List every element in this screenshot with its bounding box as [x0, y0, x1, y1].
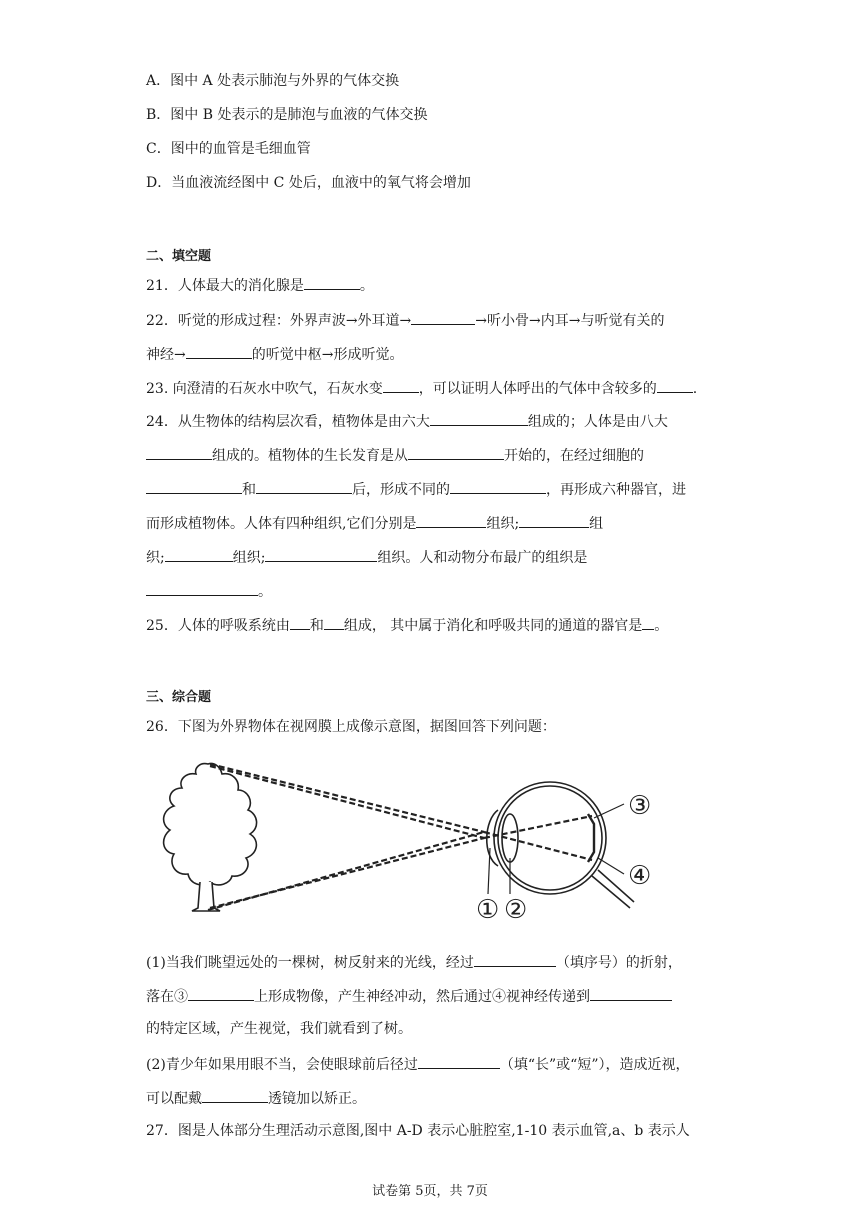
question-22-line-2	[146, 343, 403, 365]
option-b-text: B．图中 B 处表示的是肺泡与血液的气体交换	[146, 107, 428, 123]
eye-imaging-diagram	[148, 758, 668, 928]
answer-blank	[304, 274, 360, 290]
page-number-text: 试卷第 5页，共 7页	[372, 1184, 488, 1199]
label-3: ③	[628, 791, 652, 821]
answer-blank	[590, 985, 672, 1001]
answer-blank	[657, 377, 693, 393]
q24-text-10: 组	[589, 516, 604, 532]
question-26-part-1-line-3	[146, 1019, 412, 1039]
question-26-part-2-line-2	[146, 1087, 366, 1109]
label-2: ②	[504, 895, 528, 925]
q23-text-3: .	[692, 381, 698, 397]
section-fill-text: 二、填空题	[146, 249, 212, 264]
q26-stem-text: 26．下图为外界物体在视网膜上成像示意图，据图回答下列问题：	[146, 719, 556, 735]
answer-blank	[519, 512, 589, 528]
q25-text-4: 。	[654, 618, 669, 634]
q23-text-2: ，可以证明人体呼出的气体中含较多的	[418, 381, 657, 397]
option-d-text: D．当血液流经图中 C 处后，血液中的氧气将会增加	[146, 175, 471, 191]
answer-blank	[418, 1053, 500, 1069]
q24-text-7: ，再形成六种器官，进	[546, 482, 686, 498]
answer-blank	[256, 478, 352, 494]
q21-text: 21．人体最大的消化腺是	[146, 278, 304, 294]
question-24-line-3	[146, 478, 686, 500]
q26-text-2: （填序号）的折射，	[555, 955, 682, 971]
q24-text-1: 24．从生物体的结构层次看，植物体是由六大	[146, 414, 430, 430]
q27-stem-text: 27．图是人体部分生理活动示意图,图中 A-D 表示心脏腔室,1-10 表示血管,a、b 表示人	[146, 1123, 690, 1139]
section-heading-comprehensive	[146, 688, 211, 708]
option-c	[146, 139, 311, 159]
question-24-line-4	[146, 512, 603, 534]
q24-text-6: 后，形成不同的	[352, 482, 450, 498]
q24-text-8: 而形成植物体。人体有四种组织,它们分别是	[146, 516, 417, 532]
option-c-text: C．图中的血管是毛细血管	[146, 141, 311, 157]
q26-text-5: 的特定区域，产生视觉，我们就看到了树。	[146, 1021, 412, 1037]
q26-text-7: （填“长”或“短”），造成近视，	[499, 1057, 690, 1073]
answer-blank	[290, 614, 310, 630]
q24-text-4: 开始的，在经过细胞的	[504, 448, 644, 464]
answer-blank	[265, 546, 377, 562]
q24-text-9: 组织;	[486, 516, 520, 532]
q25-text-3: 组成， 其中属于消化和呼吸共同的通道的器官是	[343, 618, 643, 634]
q22-text-1: 22．听觉的形成过程：外界声波→外耳道→	[146, 313, 412, 329]
q22-text-2: →听小骨→内耳→与听觉有关的	[475, 313, 665, 329]
question-24-line-1	[146, 410, 668, 432]
question-26-stem	[146, 717, 556, 737]
option-a	[146, 71, 399, 91]
answer-blank	[146, 580, 258, 596]
answer-blank	[146, 444, 212, 460]
answer-blank	[430, 410, 528, 426]
answer-blank	[165, 546, 233, 562]
answer-blank	[146, 478, 242, 494]
question-26-part-1-line-1	[146, 951, 682, 973]
page-footer	[0, 1180, 860, 1199]
eyeball	[487, 782, 634, 908]
question-27-stem	[146, 1121, 690, 1141]
question-25	[146, 614, 668, 636]
section-comprehensive-text: 三、综合题	[146, 690, 212, 705]
answer-blank	[383, 377, 419, 393]
q24-text-11: 织;	[146, 550, 165, 566]
option-b	[146, 105, 427, 125]
q24-text-14: 。	[258, 584, 272, 600]
answer-blank	[202, 1087, 268, 1103]
q22-text-3: 神经→	[146, 347, 186, 363]
question-24-line-2	[146, 444, 644, 466]
q26-text-9: 透镜加以矫正。	[268, 1091, 366, 1107]
q24-text-5: 和	[242, 482, 256, 498]
option-d	[146, 173, 471, 193]
q25-text-1: 25．人体的呼吸系统由	[146, 618, 290, 634]
answer-blank	[411, 309, 475, 325]
option-a-text: A．图中 A 处表示肺泡与外界的气体交换	[146, 73, 400, 89]
question-23	[146, 377, 697, 399]
question-22-line-1	[146, 309, 664, 331]
answer-blank	[416, 512, 486, 528]
q23-text-1: 23. 向澄清的石灰水中吹气，石灰水变	[146, 381, 383, 397]
question-24-line-5	[146, 546, 587, 568]
question-21	[146, 274, 374, 296]
q26-text-1: (1)当我们眺望远处的一棵树，树反射来的光线，经过	[146, 955, 474, 971]
q24-text-13: 组织。人和动物分布最广的组织是	[377, 550, 588, 566]
answer-blank	[450, 478, 546, 494]
answer-blank	[474, 951, 556, 967]
q26-text-8: 可以配戴	[146, 1091, 202, 1107]
question-26-part-1-line-2	[146, 985, 672, 1007]
leader-lines	[488, 804, 624, 894]
section-heading-fill	[146, 247, 211, 267]
answer-blank	[186, 343, 252, 359]
q26-text-4: 上形成物像，产生神经冲动，然后通过④视神经传递到	[254, 989, 590, 1005]
question-24-line-6	[146, 580, 272, 602]
answer-blank	[408, 444, 504, 460]
q25-text-2: 和	[309, 618, 324, 634]
tree-crown	[164, 763, 257, 884]
answer-blank	[324, 614, 344, 630]
q24-text-3: 组成的。植物体的生长发育是从	[212, 448, 408, 464]
answer-blank	[642, 614, 654, 630]
q24-text-2: 组成的；人体是由八大	[527, 414, 668, 430]
question-26-part-2-line-1	[146, 1053, 689, 1075]
label-1: ①	[476, 895, 500, 925]
answer-blank	[188, 985, 254, 1001]
q26-text-3: 落在③	[146, 989, 188, 1005]
label-4: ④	[628, 861, 652, 891]
q22-text-4: 的听觉中枢→形成听觉。	[251, 347, 404, 363]
q21-end: 。	[359, 278, 374, 294]
q26-text-6: (2)青少年如果用眼不当，会使眼球前后径过	[146, 1057, 418, 1073]
q24-text-12: 组织;	[232, 550, 266, 566]
